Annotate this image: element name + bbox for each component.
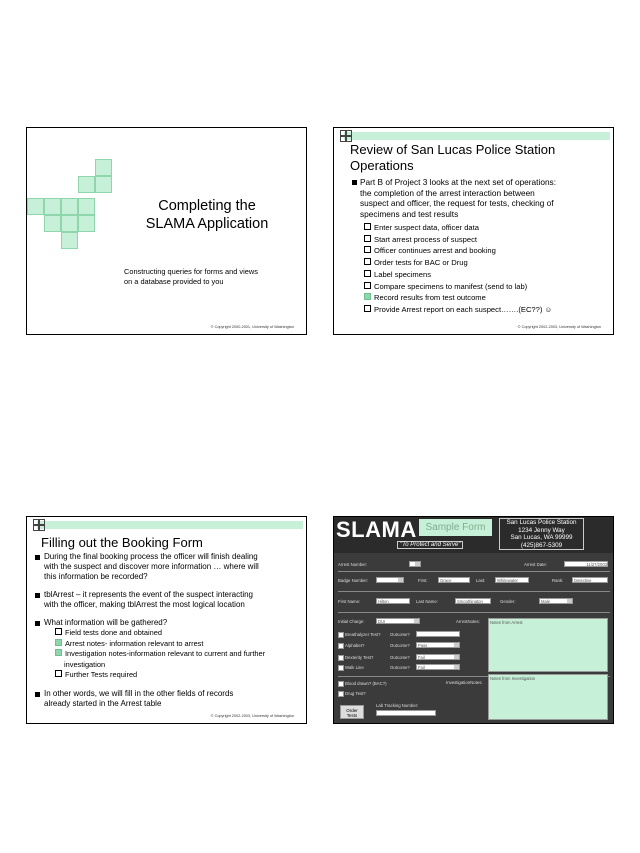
- outcome-label: Outcome?: [390, 665, 410, 670]
- dexterity-checkbox[interactable]: [338, 655, 344, 661]
- item-text: Compare specimens to manifest (send to lab): [374, 281, 528, 291]
- list-item: [364, 222, 614, 234]
- item-text: Label specimens: [374, 269, 431, 279]
- list-item: [55, 639, 307, 650]
- header-bar: [344, 132, 610, 140]
- header-bar: [37, 521, 303, 529]
- bullet-line: Part B of Project 3 looks at the next set of operations:: [360, 177, 557, 187]
- officer-first-field[interactable]: Grace: [438, 577, 470, 583]
- officer-first-label: First:: [418, 578, 428, 583]
- title-line: SLAMA Application: [145, 216, 269, 232]
- checkbox-filled-icon: [55, 649, 62, 656]
- rank-field[interactable]: Detective: [572, 577, 608, 583]
- badge-number-label: Badge Number:: [338, 578, 369, 583]
- checkbox-icon: [364, 246, 371, 253]
- slide-title: [117, 197, 297, 233]
- item-text: Order tests for BAC or Drug: [374, 258, 468, 268]
- slide-title: Filling out the Booking Form: [41, 535, 203, 550]
- checkbox-icon: [364, 258, 371, 265]
- outcome-label: Outcome?: [390, 632, 410, 637]
- decor-square: [78, 215, 95, 232]
- bullet: [35, 552, 307, 582]
- arrest-number-dropdown[interactable]: [409, 561, 421, 567]
- address-line: 1234 Jenny Way: [518, 526, 565, 534]
- walk-line-outcome-dropdown[interactable]: Fail: [416, 664, 460, 670]
- bullet-icon: [35, 621, 40, 626]
- breathalyzer-checkbox[interactable]: [338, 632, 344, 638]
- arrest-date-field[interactable]: 11/27/2003: [564, 561, 608, 567]
- bullet-icon: [352, 180, 357, 185]
- title-line: Operations: [350, 158, 414, 173]
- list-item: [364, 234, 614, 246]
- suspect-last-label: Last Name:: [416, 599, 438, 604]
- bullet: [352, 177, 614, 219]
- title-line: Completing the: [158, 198, 256, 214]
- item-text: Officer continues arrest and booking: [374, 246, 496, 256]
- list-item: [364, 269, 614, 281]
- item-text: Enter suspect data, officer data: [374, 223, 479, 232]
- bullet-line: In other words, we will fill in the other fields of records: [44, 689, 234, 698]
- button-line: Order: [346, 708, 358, 713]
- item-text: Investigation notes-information relevant to current and further: [65, 649, 266, 658]
- address-line: San Lucas Police Station: [506, 519, 577, 526]
- checkbox-filled-icon: [364, 293, 371, 300]
- divider: [338, 612, 610, 613]
- list-item: [55, 649, 307, 660]
- dexterity-outcome-dropdown[interactable]: Fail: [416, 654, 460, 660]
- item-text: Field tests done and obtained: [65, 628, 162, 637]
- breathalyzer-outcome-field[interactable]: [416, 631, 460, 637]
- bullet-line: with the officer, making tblArrest the most logical location: [44, 600, 245, 609]
- suspect-last-field[interactable]: Smoothington: [455, 598, 491, 604]
- arrest-number-label: Arrest Number:: [338, 562, 368, 567]
- decor-square: [61, 232, 78, 249]
- decor-square: [61, 215, 78, 232]
- station-address: [499, 518, 584, 550]
- dexterity-label: Dexterity Test?: [345, 655, 374, 660]
- list-item: [364, 292, 614, 304]
- suspect-first-label: First Name:: [338, 599, 361, 604]
- subtitle-line: on a database provided to you: [124, 277, 224, 286]
- item-text: investigation: [64, 659, 106, 669]
- item-text: Record results from test outcome: [374, 293, 486, 303]
- list-item: [55, 628, 307, 639]
- investigation-notes-textarea[interactable]: Notes from Investigation: [488, 674, 608, 720]
- checkbox-filled-icon: [55, 639, 62, 646]
- form-header: [334, 517, 614, 553]
- outcome-label: Outcome?: [390, 643, 410, 648]
- checkbox-icon: [364, 270, 371, 277]
- grid-logo-icon: [31, 517, 47, 533]
- blood-drawn-label: Blood drawn? (BAC?): [345, 681, 387, 686]
- drug-test-checkbox[interactable]: [338, 691, 344, 697]
- bullet: [35, 590, 307, 610]
- arrest-notes-label: ArrestNotes:: [456, 619, 480, 624]
- bullet-line: the completion of the arrest interaction between: [360, 187, 535, 198]
- list-item: [364, 281, 614, 293]
- slide-completing-slama: [26, 127, 307, 335]
- slide-review-operations: [333, 127, 614, 335]
- arrest-date-label: Arrest Date:: [524, 562, 547, 567]
- item-text: Arrest notes- information relevant to arrest: [65, 638, 204, 648]
- officer-last-field[interactable]: Whitewater: [495, 577, 529, 583]
- motto: "To Protect and Serve": [397, 541, 463, 549]
- gender-label: Gender:: [500, 599, 516, 604]
- rank-label: Rank:: [552, 578, 564, 583]
- item-text: Start arrest process of suspect: [374, 234, 477, 244]
- lab-tracking-field[interactable]: [376, 710, 436, 716]
- decor-square: [27, 198, 44, 215]
- walk-line-label: Walk Line: [345, 665, 364, 670]
- investigation-notes-label: InvestigationNotes:: [446, 680, 483, 685]
- decor-square: [44, 198, 61, 215]
- bullet-line: already started in the Arrest table: [44, 699, 162, 708]
- copyright: © Copyright 2002-2003, University of Washington: [517, 325, 601, 329]
- address-line: San Lucas, WA 99999: [510, 534, 573, 541]
- lab-tracking-label: Lab Tracking Number:: [376, 703, 419, 708]
- arrest-notes-textarea[interactable]: Notes from Arrest: [488, 618, 608, 672]
- bullet-line: this information be recorded?: [44, 572, 148, 581]
- drug-test-label: Drug Test?: [345, 691, 366, 696]
- list-item-continued: [55, 660, 307, 671]
- divider: [338, 591, 610, 592]
- slama-logo: SLAMA: [336, 517, 417, 542]
- bullet-line: specimens and test results: [360, 208, 459, 219]
- list-item: [364, 257, 614, 269]
- walk-line-checkbox[interactable]: [338, 665, 344, 671]
- outcome-label: Outcome?: [390, 655, 410, 660]
- list-item: [364, 245, 614, 257]
- alphabet-checkbox[interactable]: [338, 643, 344, 649]
- button-line: Tests: [346, 713, 358, 718]
- sample-form-label: Sample Form: [419, 519, 492, 536]
- checkbox-icon: [55, 628, 62, 635]
- copyright: © Copyright 2000-2001, University of Washington: [210, 325, 294, 329]
- slide-subtitle: [124, 267, 304, 287]
- bullet-line: What information will be gathered?: [44, 618, 168, 627]
- divider: [338, 571, 610, 572]
- gender-dropdown[interactable]: Male: [539, 598, 573, 604]
- bullet-icon: [35, 555, 40, 560]
- checkbox-icon: [364, 223, 371, 230]
- bullet: [35, 618, 307, 628]
- initial-charge-dropdown[interactable]: DUI: [376, 618, 420, 624]
- checkbox-icon: [364, 282, 371, 289]
- checkbox-icon: [55, 670, 62, 677]
- bullet-line: tblArrest – it represents the event of the suspect interacting: [44, 590, 253, 599]
- slide-title: [350, 142, 555, 174]
- bullet-line: with the suspect and discover more information … where will: [44, 562, 259, 571]
- initial-charge-label: Initial Charge:: [338, 619, 365, 624]
- checkbox-icon: [364, 305, 371, 312]
- subtitle-line: Constructing queries for forms and views: [124, 267, 258, 276]
- decor-square: [61, 198, 78, 215]
- decor-square: [78, 176, 95, 193]
- order-tests-button[interactable]: [340, 705, 364, 719]
- suspect-first-field[interactable]: Hilton: [376, 598, 410, 604]
- bullet-line: suspect and officer, the request for tests, checking of: [360, 198, 554, 208]
- bullet: [35, 689, 307, 709]
- officer-last-label: Last:: [476, 578, 486, 583]
- alphabet-label: Alphabet?: [345, 643, 365, 648]
- breathalyzer-label: Breathalyzer Test?: [345, 632, 381, 637]
- copyright: © Copyright 2002-2003, University of Washington: [210, 714, 294, 718]
- item-text: Provide Arrest report on each suspect…….(EC??) ☺: [374, 304, 553, 314]
- address-line: (425)867-5309: [520, 541, 563, 549]
- bullet-icon: [35, 593, 40, 598]
- decor-square: [95, 176, 112, 193]
- list-item: [55, 670, 307, 681]
- checklist: [364, 222, 614, 316]
- item-text: Further Tests required: [65, 670, 138, 679]
- decor-square: [95, 159, 112, 176]
- decor-square: [44, 215, 61, 232]
- checklist: [55, 628, 307, 681]
- bullet-icon: [35, 692, 40, 697]
- badge-number-dropdown[interactable]: [376, 577, 404, 583]
- bullet-line: During the final booking process the officer will finish dealing: [44, 552, 258, 561]
- slide-sample-form: [333, 516, 614, 724]
- blood-drawn-checkbox[interactable]: [338, 681, 344, 687]
- title-line: Review of San Lucas Police Station: [350, 142, 556, 157]
- decor-square: [78, 198, 95, 215]
- alphabet-outcome-dropdown[interactable]: Pass: [416, 642, 460, 648]
- slide-booking-form: [26, 516, 307, 724]
- list-item: [364, 304, 614, 316]
- checkbox-icon: [364, 235, 371, 242]
